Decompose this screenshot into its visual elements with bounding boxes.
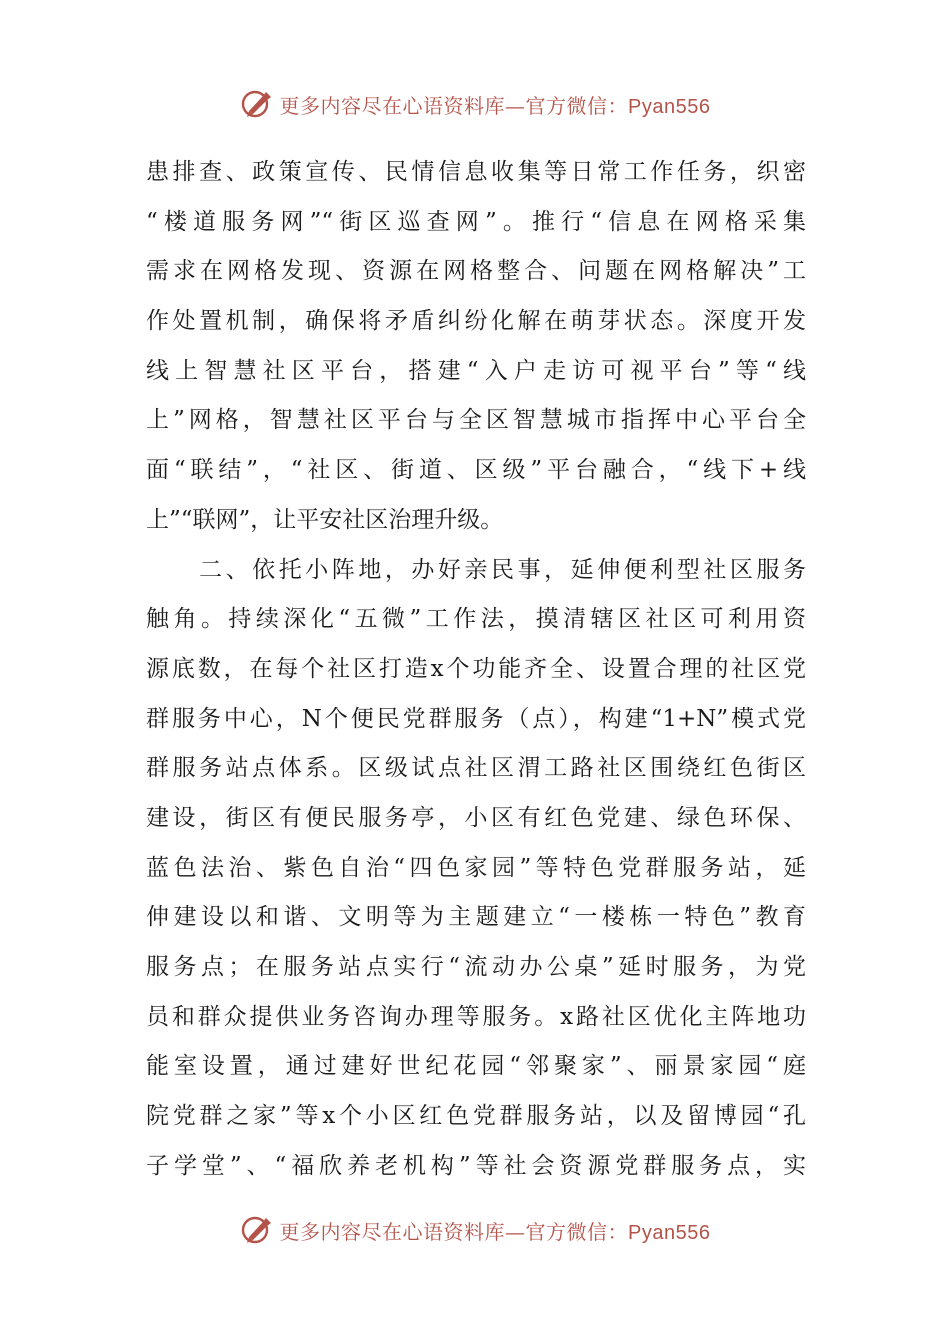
header-banner-label: 更多内容尽在心语资料库—官方微信： bbox=[279, 93, 629, 118]
body-line: 二、依托小阵地，办好亲民事，延伸便利型社区服务 bbox=[146, 556, 806, 583]
body-line: 需求在网格发现、资源在网格整合、问题在网格解决”工 bbox=[146, 258, 806, 285]
body-line: 上”网格，智慧社区平台与全区智慧城市指挥中心平台全 bbox=[146, 407, 806, 434]
body-line: 群服务中心，N个便民党群服务（点），构建“1+N”模式党 bbox=[146, 705, 806, 732]
document-body bbox=[146, 148, 806, 1191]
footer-banner bbox=[0, 1208, 950, 1252]
footer-banner-handle: Pyan556 bbox=[628, 1221, 711, 1244]
pen-nib-logo-icon bbox=[240, 87, 274, 121]
header-banner bbox=[0, 82, 950, 126]
body-line: 面“联结”，“社区、街道、区级”平台融合，“线下+线 bbox=[146, 457, 806, 484]
header-banner-handle: Pyan556 bbox=[628, 95, 711, 118]
body-line: 触角。持续深化“五微”工作法，摸清辖区社区可利用资 bbox=[146, 606, 806, 633]
body-line: 伸建设以和谐、文明等为主题建立“一楼栋一特色”教育 bbox=[146, 904, 806, 931]
body-line: 服务点；在服务站点实行“流动办公桌”延时服务，为党 bbox=[146, 954, 806, 980]
body-line: “楼道服务网”“街区巡查网”。推行“信息在网格采集 bbox=[146, 208, 806, 235]
header-banner-text bbox=[280, 90, 711, 119]
body-line: 患排查、政策宣传、民情信息收集等日常工作任务，织密 bbox=[146, 159, 806, 185]
body-line: 能室设置，通过建好世纪花园“邻聚家”、丽景家园“庭 bbox=[146, 1053, 806, 1080]
body-line: 上”“联网”，让平安社区治理升级。 bbox=[146, 506, 504, 533]
body-line: 源底数，在每个社区打造x个功能齐全、设置合理的社区党 bbox=[146, 655, 806, 682]
body-line: 作处置机制，确保将矛盾纠纷化解在萌芽状态。深度开发 bbox=[146, 308, 806, 335]
body-line: 院党群之家”等x个小区红色党群服务站，以及留博园“孔 bbox=[146, 1103, 806, 1130]
body-line: 线上智慧社区平台，搭建“入户走访可视平台”等“线 bbox=[146, 357, 806, 384]
footer-banner-text bbox=[280, 1216, 711, 1245]
pen-nib-logo-icon bbox=[240, 1213, 274, 1247]
body-line: 蓝色法治、紫色自治“四色家园”等特色党群服务站，延 bbox=[146, 854, 806, 881]
body-line: 员和群众提供业务咨询办理等服务。x路社区优化主阵地功 bbox=[146, 1003, 806, 1030]
footer-banner-label: 更多内容尽在心语资料库—官方微信： bbox=[279, 1219, 629, 1244]
body-line: 子学堂”、“福欣养老机构”等社会资源党群服务点，实 bbox=[146, 1152, 806, 1179]
body-line: 建设，街区有便民服务亭，小区有红色党建、绿色环保、 bbox=[146, 804, 806, 831]
body-line: 群服务站点体系。区级试点社区渭工路社区围绕红色街区 bbox=[146, 755, 806, 782]
